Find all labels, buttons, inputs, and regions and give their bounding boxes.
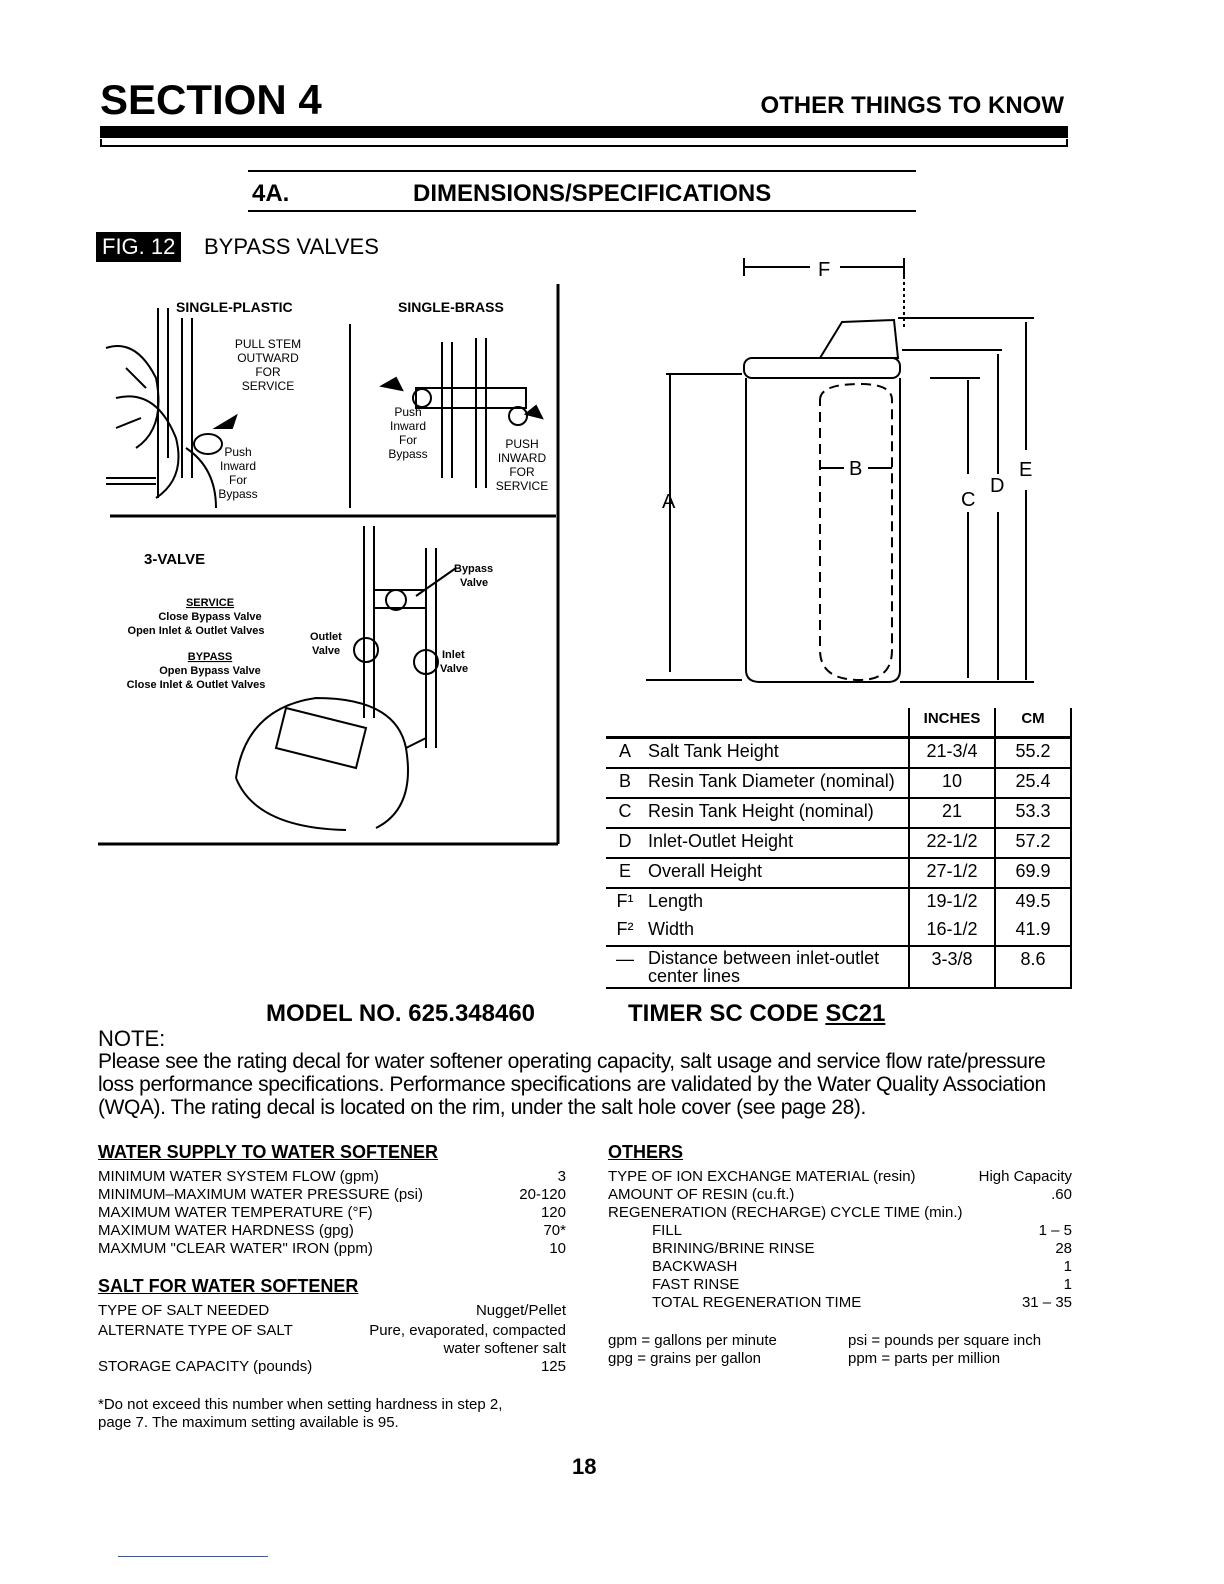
- water-supply-value: 3: [557, 1168, 566, 1185]
- single-plastic-label: SINGLE-PLASTIC: [176, 299, 293, 315]
- row-description: Resin Tank Diameter (nominal): [644, 768, 909, 798]
- bottom-rule: [118, 1556, 268, 1557]
- dim-label-f: F: [818, 259, 831, 281]
- abbrev-gpg: gpg = grains per gallon: [608, 1350, 762, 1367]
- figure-caption: BYPASS VALVES: [204, 234, 379, 259]
- timer-code: [628, 1000, 885, 1028]
- row-description: Resin Tank Height (nominal): [644, 798, 909, 828]
- bypass-valves-diagram: [96, 278, 566, 846]
- push-service-line: FOR: [509, 465, 535, 479]
- push-bypass-line: Inward: [389, 419, 427, 433]
- row-cm: 25.4: [995, 768, 1071, 798]
- resin-type-value: High Capacity: [978, 1168, 1072, 1185]
- water-supply-label: MINIMUM WATER SYSTEM FLOW (gpm): [98, 1168, 379, 1185]
- three-valve-label: 3-VALVE: [144, 551, 206, 568]
- water-supply-value: 10: [549, 1240, 566, 1257]
- row-cm: 57.2: [995, 828, 1071, 858]
- page-number: 18: [572, 1454, 597, 1479]
- cycle-label: TOTAL REGENERATION TIME: [652, 1294, 862, 1311]
- row-letter: C: [606, 798, 644, 828]
- table-row: [606, 946, 1071, 988]
- timer-code-prefix: TIMER SC CODE: [628, 1000, 826, 1027]
- row-letter: E: [606, 858, 644, 888]
- push-bypass-line: For: [229, 473, 247, 487]
- table-row: [606, 858, 1071, 888]
- salt-heading: SALT FOR WATER SOFTENER: [98, 1276, 359, 1296]
- single-brass-label: SINGLE-BRASS: [398, 299, 504, 315]
- footnote-line: *Do not exceed this number when setting hardness in step 2,: [98, 1396, 503, 1413]
- abbrev-gpm: gpm = gallons per minute: [608, 1332, 777, 1349]
- push-bypass-line: For: [399, 433, 417, 447]
- row-inches: 27-1/2: [909, 858, 995, 888]
- salt-storage-label: STORAGE CAPACITY (pounds): [98, 1358, 313, 1375]
- row-letter: B: [606, 768, 644, 798]
- water-supply-value: 120: [540, 1204, 566, 1221]
- footnote-line: page 7. The maximum setting available is 95.: [98, 1414, 399, 1431]
- salt-alt-value: water softener salt: [443, 1340, 566, 1357]
- table-row: [606, 768, 1071, 798]
- row-cm: 8.6: [995, 946, 1071, 988]
- row-inches: 21: [909, 798, 995, 828]
- dim-label-c: C: [961, 489, 976, 511]
- bypass-heading: BYPASS: [187, 651, 233, 663]
- subheader-rule-top: [248, 170, 916, 172]
- water-supply-label: MAXMUM "CLEAR WATER" IRON (ppm): [98, 1240, 373, 1257]
- subsection-title: DIMENSIONS/SPECIFICATIONS: [413, 180, 772, 207]
- note-heading: NOTE:: [98, 1026, 166, 1051]
- row-cm: 55.2: [995, 738, 1071, 769]
- inlet-valve-label: Valve: [440, 663, 469, 675]
- push-bypass-line: Push: [224, 445, 252, 459]
- resin-amount-value: .60: [1051, 1186, 1072, 1203]
- salt-type-label: TYPE OF SALT NEEDED: [98, 1302, 270, 1319]
- water-supply-heading: WATER SUPPLY TO WATER SOFTENER: [98, 1142, 439, 1162]
- salt-alt-value: Pure, evaporated, compacted: [369, 1322, 566, 1339]
- table-row: [606, 798, 1071, 828]
- figure-tag: FIG. 12: [96, 232, 181, 262]
- abbrev-psi: psi = pounds per square inch: [848, 1332, 1042, 1349]
- water-supply-label: MINIMUM–MAXIMUM WATER PRESSURE (psi): [98, 1186, 424, 1203]
- water-supply-value: 20-120: [519, 1186, 566, 1203]
- three-valve-sketch: [236, 526, 456, 830]
- resin-amount-label: AMOUNT OF RESIN (cu.ft.): [608, 1186, 795, 1203]
- model-number: MODEL NO. 625.348460: [266, 1000, 536, 1027]
- row-description: Overall Height: [644, 858, 909, 888]
- row-description: Inlet-Outlet Height: [644, 828, 909, 858]
- cycle-label: BACKWASH: [652, 1258, 738, 1275]
- bypass-valve-label: Bypass: [454, 563, 494, 575]
- push-service-line: SERVICE: [495, 479, 549, 493]
- subsection-number: 4A.: [252, 180, 290, 207]
- abbrev-ppm: ppm = parts per million: [848, 1350, 1001, 1367]
- row-letter: D: [606, 828, 644, 858]
- row-letter: A: [606, 738, 644, 769]
- others-heading: OTHERS: [608, 1142, 684, 1162]
- cycle-value: 31 – 35: [1021, 1294, 1072, 1311]
- table-row: [606, 917, 1071, 946]
- push-bypass-line: Push: [394, 405, 422, 419]
- bypass-line: Open Bypass Valve: [159, 665, 261, 677]
- table-row: [606, 738, 1071, 769]
- service-line: Close Bypass Valve: [158, 611, 262, 623]
- bypass-valve-label: Valve: [460, 577, 489, 589]
- dimensions-table: [606, 708, 1072, 989]
- cycle-label: FAST RINSE: [652, 1276, 740, 1293]
- cycle-value: 1: [1063, 1276, 1072, 1293]
- dim-label-e: E: [1019, 459, 1033, 481]
- row-inches: 21-3/4: [909, 738, 995, 769]
- column-header-cm: CM: [995, 708, 1071, 738]
- pull-stem-line: FOR: [255, 365, 281, 379]
- service-line: Open Inlet & Outlet Valves: [127, 625, 265, 637]
- single-plastic-valve-sketch: [106, 308, 222, 508]
- header-rule: [100, 126, 1068, 138]
- table-row: [606, 888, 1071, 917]
- header-rule-box: [100, 139, 1068, 147]
- salt-storage-value: 125: [540, 1358, 566, 1375]
- cycle-label: BRINING/BRINE RINSE: [652, 1240, 815, 1257]
- row-letter: F²: [606, 917, 644, 946]
- timer-code-value: SC21: [825, 1000, 886, 1027]
- bypass-line: Close Inlet & Outlet Valves: [126, 679, 266, 691]
- push-bypass-line: Bypass: [218, 487, 258, 501]
- push-bypass-line: Inward: [219, 459, 257, 473]
- cycle-value: 1 – 5: [1038, 1222, 1072, 1239]
- row-cm: 49.5: [995, 888, 1071, 917]
- water-supply-value: 70*: [543, 1222, 566, 1239]
- dim-label-d: D: [990, 475, 1005, 497]
- dim-label-a: A: [662, 491, 676, 513]
- regen-label: REGENERATION (RECHARGE) CYCLE TIME (min.): [608, 1204, 963, 1221]
- subheader-rule-bottom: [248, 210, 916, 212]
- outlet-valve-label: Outlet: [310, 631, 342, 643]
- row-inches: 22-1/2: [909, 828, 995, 858]
- table-header-row: [606, 708, 1071, 738]
- cycle-value: 1: [1063, 1258, 1072, 1275]
- section-subtitle: OTHER THINGS TO KNOW: [760, 92, 1064, 119]
- push-service-line: PUSH: [505, 437, 539, 451]
- outlet-valve-label: Valve: [312, 645, 341, 657]
- dim-label-b: B: [849, 458, 863, 480]
- row-description: Length: [648, 891, 704, 911]
- service-heading: SERVICE: [185, 597, 235, 609]
- row-inches: 3-3/8: [909, 946, 995, 988]
- resin-type-label: TYPE OF ION EXCHANGE MATERIAL (resin): [608, 1168, 916, 1185]
- pull-stem-line: PULL STEM: [234, 337, 302, 351]
- row-inches: 19-1/2: [909, 888, 995, 917]
- softener-dimension-diagram: [630, 250, 1050, 690]
- row-inches: 16-1/2: [909, 917, 995, 946]
- water-supply-label: MAXIMUM WATER HARDNESS (gpg): [98, 1222, 354, 1239]
- push-service-line: INWARD: [497, 451, 547, 465]
- row-description: Salt Tank Height: [644, 738, 909, 769]
- salt-alt-label: ALTERNATE TYPE OF SALT: [98, 1322, 293, 1339]
- note-text: Please see the rating decal for water softener operating capacity, salt usage and service flow rate/pressure loss performance specifications. Performance specifications are validated by the Water Quality Association (WQA). The rating decal is located on the rim, under the salt hole cover (see page 28).: [98, 1050, 1046, 1119]
- row-letter: —: [606, 946, 644, 988]
- cycle-value: 28: [1055, 1240, 1072, 1257]
- row-description: Width: [644, 917, 909, 946]
- pull-stem-line: OUTWARD: [237, 351, 299, 365]
- row-inches: 10: [909, 768, 995, 798]
- cycle-label: FILL: [652, 1222, 683, 1239]
- row-description: Distance between inlet-outlet center lines: [644, 946, 909, 988]
- column-header-inches: INCHES: [909, 708, 995, 738]
- table-row: [606, 828, 1071, 858]
- pull-stem-line: SERVICE: [241, 379, 295, 393]
- salt-type-value: Nugget/Pellet: [475, 1302, 566, 1319]
- row-cm: 53.3: [995, 798, 1071, 828]
- row-cm: 69.9: [995, 858, 1071, 888]
- row-cm: 41.9: [995, 917, 1071, 946]
- inlet-valve-label: Inlet: [442, 649, 465, 661]
- section-title: SECTION 4: [100, 76, 322, 123]
- row-letter: F¹: [616, 891, 634, 911]
- water-supply-label: MAXIMUM WATER TEMPERATURE (°F): [98, 1204, 373, 1221]
- push-bypass-line: Bypass: [388, 447, 428, 461]
